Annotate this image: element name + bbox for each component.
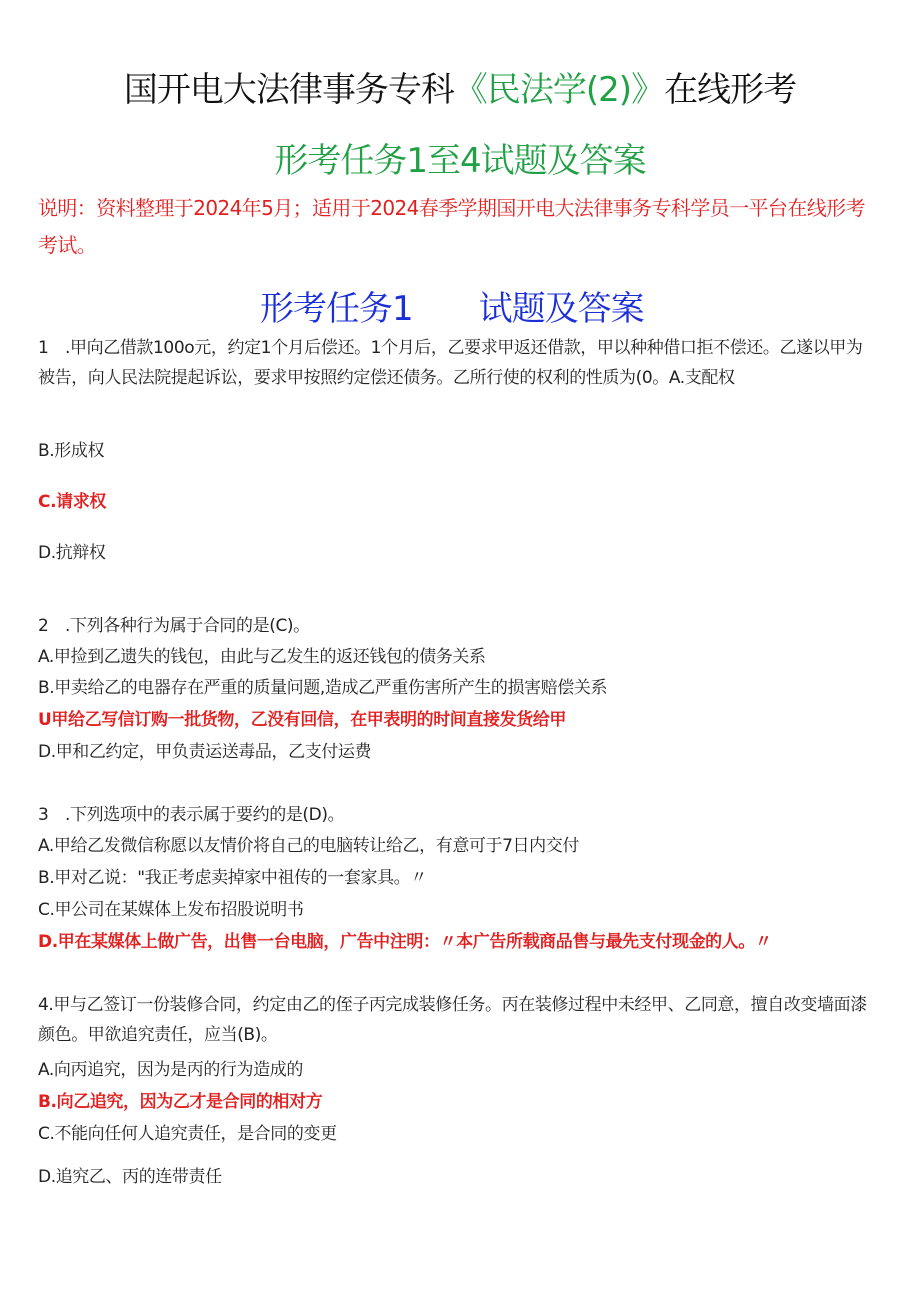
- question-2-option-a: A.甲捡到乙遗失的钱包，由此与乙发生的返还钱包的债务关系: [38, 647, 486, 667]
- question-1-option-d: D.抗辩权: [38, 543, 106, 563]
- section-heading-left: 形考任务1: [260, 289, 413, 329]
- question-1-option-b: B.形成权: [38, 441, 105, 461]
- title-course-name: 《民法学(2)》: [453, 70, 665, 110]
- question-4-text: 4.甲与乙签订一份装修合同，约定由乙的侄子丙完成装修任务。丙在装修过程中未经甲、乙同意，擅自改变墙面漆颜色。甲欲追究责任，应当(B)。: [38, 995, 867, 1045]
- question-4-option-d: D.追究乙、丙的连带责任: [38, 1167, 222, 1187]
- page-subtitle: 形考任务1至4试题及答案: [274, 141, 646, 181]
- title-part1: 国开电大法律事务专科: [123, 70, 454, 110]
- question-1-text: 1 .甲向乙借款100o元，约定1个月后偿还。1个月后，乙要求甲返还借款，甲以种种借口拒不偿还。乙遂以甲为被告，向人民法院提起诉讼，要求甲按照约定偿还债务。乙所行使的权利的性质为(0。A.支配权: [38, 338, 863, 388]
- question-4-answer-b: B.向乙追究，因为乙才是合同的相对方: [38, 1092, 323, 1112]
- question-2-option-d: D.甲和乙约定，甲负责运送毒品，乙支付运费: [38, 742, 372, 762]
- question-3-option-a: A.甲给乙发微信称愿以友情价将自己的电脑转让给乙，有意可于7日内交付: [38, 836, 579, 856]
- section-heading-right: 试题及答案: [478, 289, 644, 329]
- question-3-option-c: C.甲公司在某媒体上发布招股说明书: [38, 900, 304, 920]
- question-4-option-c: C.不能向任何人追究责任，是合同的变更: [38, 1124, 337, 1144]
- section-heading: [260, 281, 680, 330]
- question-1-answer-c: C.请求权: [38, 492, 106, 512]
- question-2-answer-c: U甲给乙写信订购一批货物，乙没有回信，在甲表明的时间直接发货给甲: [38, 710, 567, 730]
- question-4-option-a: A.向丙追究，因为是丙的行为造成的: [38, 1060, 303, 1080]
- page-title: [0, 62, 920, 111]
- question-3-answer-d: D.甲在某媒体上做广告，出售一台电脑，广告中注明：〃本广告所载商品售与最先支付现金的人。〃: [38, 932, 772, 952]
- question-2-text: 2 .下列各种行为属于合同的是(C)。: [38, 616, 310, 636]
- question-3-text: 3 .下列选项中的表示属于要约的是(D)。: [38, 805, 345, 825]
- title-part3: 在线形考: [664, 70, 797, 110]
- question-3-option-b: B.甲对乙说："我正考虑卖掉家中祖传的一套家具。〃: [38, 868, 427, 888]
- description-note: 说明：资料整理于2024年5月；适用于2024春季学期国开电大法律事务专科学员一平台在线形考考试。: [38, 196, 865, 257]
- question-2-option-b: B.甲卖给乙的电器存在严重的质量问题,造成乙严重伤害所产生的损害赔偿关系: [38, 678, 608, 698]
